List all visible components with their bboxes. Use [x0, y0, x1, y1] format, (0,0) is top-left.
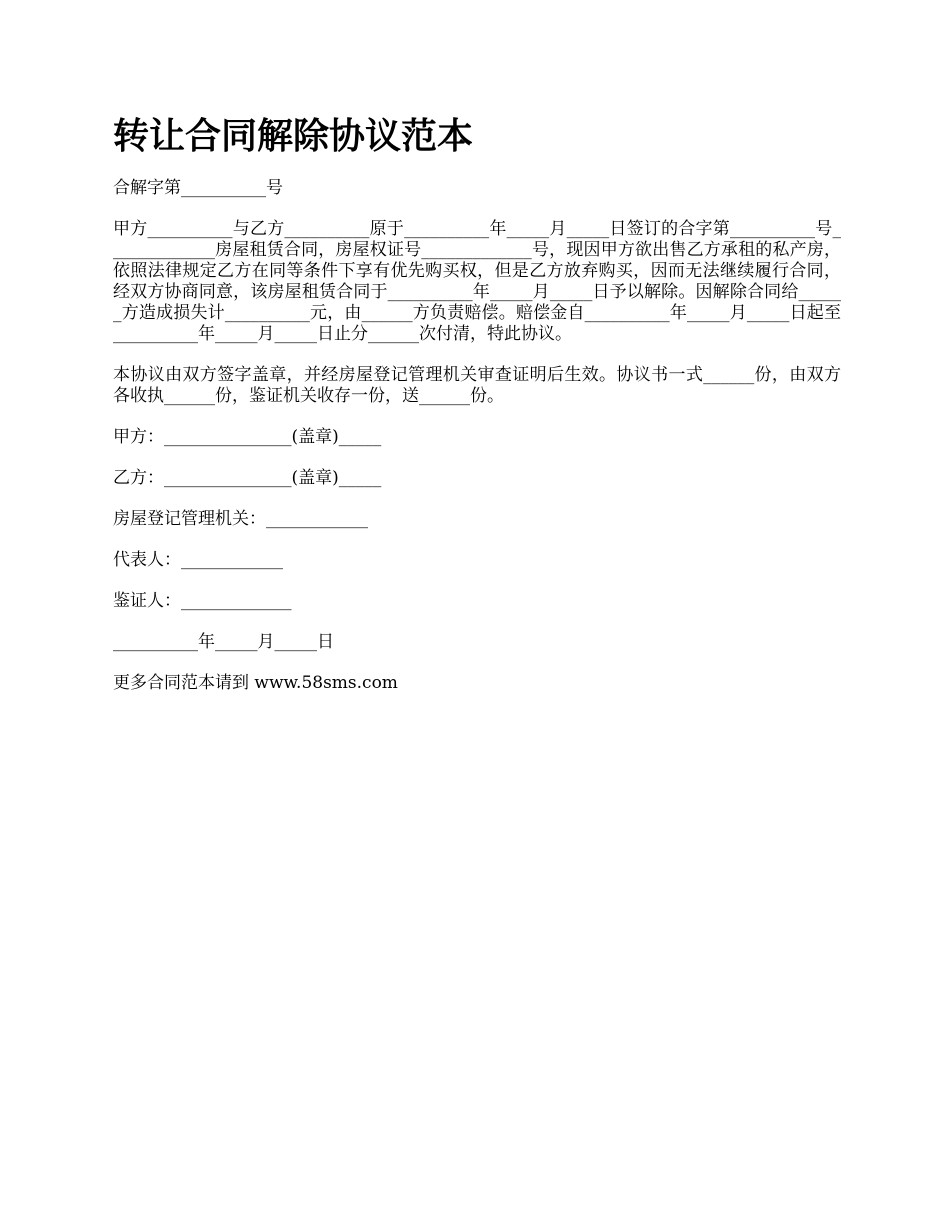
body-paragraph-1: 甲方__________与乙方__________原于__________年_____月_____日签订的合字第__________号_____________房屋租赁合同，房屋权证号_____________号，现因甲方欲出售乙方承租的私产房，依照法律规定乙方在同等条件下享有优先购买权，但是乙方放弃购买，因而无法继续履行合同，经双方协商同意，该房屋租赁合同于__________年_____月_____日予以解除。因解除合同给______方造成损失计__________元，由______方负责赔偿。赔偿金自__________年_____月_____日起至__________年_____月_____日止分______次付清，特此协议。: [113, 219, 841, 344]
document-title: 转让合同解除协议范本: [113, 115, 474, 157]
representative-signature: 代表人：____________: [113, 550, 283, 570]
body-paragraph-2: 本协议由双方签字盖章，并经房屋登记管理机关审查证明后生效。协议书一式______份，由双方各收执______份，鉴证机关收存一份，送______份。: [113, 365, 841, 406]
witness-signature: 鉴证人：_____________: [113, 591, 292, 611]
contract-number: 合解字第__________号: [113, 178, 283, 198]
document-page: [113, 110, 841, 714]
registry-office-signature: 房屋登记管理机关：____________: [113, 509, 368, 529]
party-b-signature: 乙方：_______________(盖章)_____: [113, 468, 382, 488]
footer-link-text: 更多合同范本请到 www.58sms.com: [113, 673, 398, 693]
date-line: __________年_____月_____日: [113, 632, 334, 652]
party-a-signature: 甲方：_______________(盖章)_____: [113, 427, 382, 447]
